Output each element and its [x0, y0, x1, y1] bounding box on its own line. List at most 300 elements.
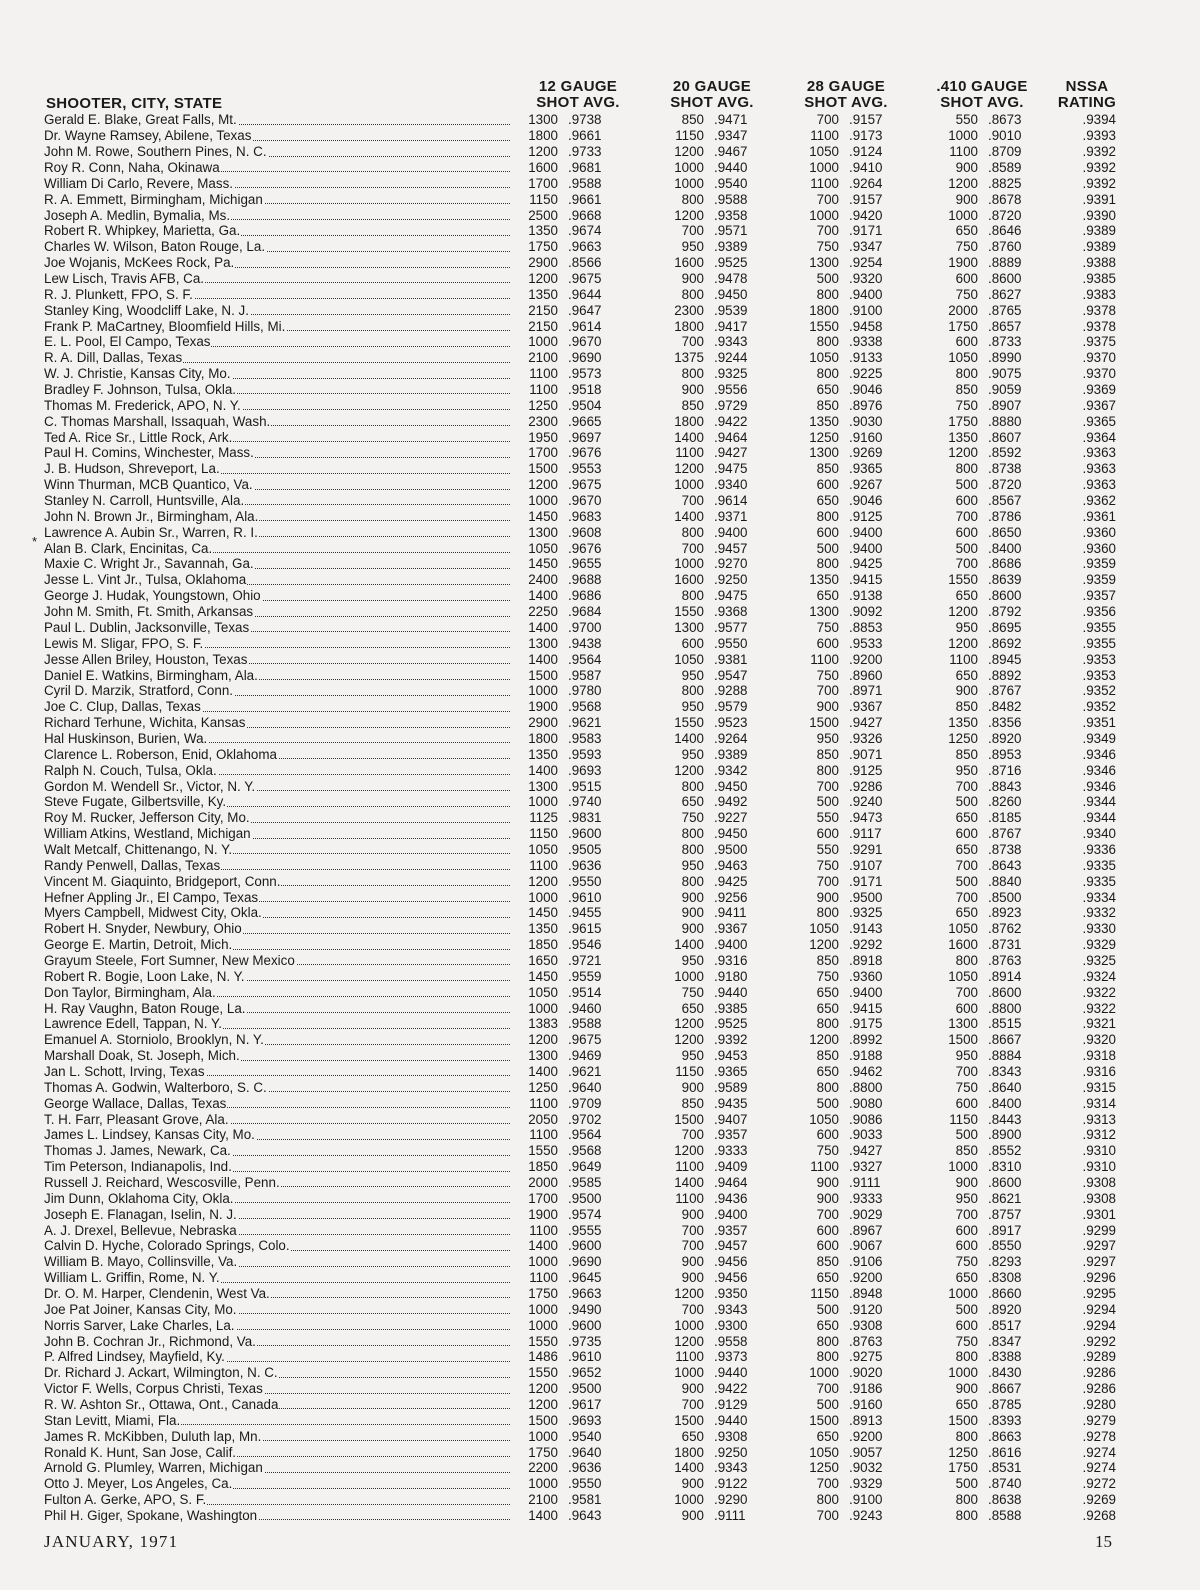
- shot-20: 1000: [674, 477, 704, 493]
- table-row: [44, 873, 1116, 889]
- shot-410: 1750: [948, 318, 978, 334]
- avg-20: .9244: [714, 350, 748, 366]
- table-row: [44, 413, 1116, 429]
- nssa-rating: .9301: [1082, 1206, 1116, 1222]
- shot-28: 1000: [809, 207, 839, 223]
- shot-20: 950: [681, 952, 704, 968]
- avg-28: .8971: [849, 683, 883, 699]
- shot-12: 2900: [528, 715, 558, 731]
- shot-12: 1486: [528, 1349, 558, 1365]
- avg-28: .9200: [849, 651, 883, 667]
- shot-28: 900: [816, 699, 839, 715]
- table-row: [44, 508, 1116, 524]
- avg-20: .9500: [714, 841, 748, 857]
- avg-12: .9621: [568, 715, 602, 731]
- table-row: [44, 572, 1116, 588]
- shot-12: 1450: [528, 508, 558, 524]
- shot-410: 1200: [948, 445, 978, 461]
- shooter-name-cell: [44, 1127, 510, 1143]
- nssa-rating: .9310: [1082, 1143, 1116, 1159]
- shot-12: 1300: [528, 635, 558, 651]
- avg-12: .9640: [568, 1444, 602, 1460]
- avg-20: .9440: [714, 1412, 748, 1428]
- shooter-name: Arnold G. Plumley, Warren, Michigan: [44, 1460, 263, 1476]
- nssa-rating: .9279: [1082, 1412, 1116, 1428]
- shot-20: 1100: [675, 1349, 704, 1365]
- avg-410: .8616: [988, 1444, 1022, 1460]
- avg-28: .9107: [849, 857, 883, 873]
- nssa-rating-header: [1046, 79, 1128, 111]
- nssa-rating: .9272: [1082, 1476, 1116, 1492]
- shooter-name: George Wallace, Dallas, Texas: [44, 1095, 227, 1111]
- nssa-rating: .9346: [1082, 746, 1116, 762]
- shot-28: 750: [816, 968, 839, 984]
- table-row: [44, 778, 1116, 794]
- shooter-name: Vincent M. Giaquinto, Bridgeport, Conn.: [44, 873, 281, 889]
- nssa-rating: .9364: [1082, 429, 1116, 445]
- avg-410: .8430: [988, 1365, 1022, 1381]
- nssa-rating: .9335: [1082, 857, 1116, 873]
- avg-410: .8884: [988, 1048, 1022, 1064]
- shot-20: 950: [681, 667, 704, 683]
- table-row: [44, 1032, 1116, 1048]
- avg-410: .8892: [988, 667, 1022, 683]
- nssa-rating: .9359: [1082, 572, 1116, 588]
- shot-28: 750: [816, 239, 839, 255]
- shot-12: 1500: [528, 461, 558, 477]
- avg-410: .9059: [988, 382, 1022, 398]
- shooter-name: C. Thomas Marshall, Issaquah, Wash.: [44, 413, 271, 429]
- shot-20: 800: [681, 683, 704, 699]
- nssa-rating: .9310: [1082, 1159, 1116, 1175]
- table-row: [44, 477, 1116, 493]
- shot-20: 800: [681, 841, 704, 857]
- avg-410: .8550: [988, 1238, 1022, 1254]
- shooter-name-cell: [44, 271, 510, 287]
- shooter-name: Robert H. Snyder, Newbury, Ohio: [44, 921, 242, 937]
- avg-12: .9490: [568, 1301, 602, 1317]
- table-row: [44, 842, 1116, 858]
- shot-28: 1250: [809, 429, 839, 445]
- shot-28: 550: [816, 810, 839, 826]
- avg-12: .9676: [568, 445, 602, 461]
- shooter-name-cell: [44, 1286, 510, 1302]
- avg-28: .9360: [849, 968, 883, 984]
- avg-12: .9600: [568, 1317, 602, 1333]
- avg-20: .9556: [714, 382, 748, 398]
- shot-12: 1950: [528, 429, 558, 445]
- table-row: [44, 286, 1116, 302]
- shot-20: 700: [681, 1301, 704, 1317]
- nssa-rating: .9297: [1082, 1254, 1116, 1270]
- avg-12: .9661: [568, 191, 602, 207]
- avg-410: .8673: [988, 112, 1022, 128]
- shot-410: 600: [955, 1238, 978, 1254]
- shot-28: 650: [816, 1270, 839, 1286]
- avg-28: .9106: [849, 1254, 883, 1270]
- nssa-rating: .9367: [1082, 397, 1116, 413]
- shooter-ratings-table: [44, 112, 1116, 1523]
- nssa-rating: .9353: [1082, 651, 1116, 667]
- avg-12: .9438: [568, 635, 602, 651]
- avg-410: .8716: [988, 762, 1022, 778]
- table-row: [44, 604, 1116, 620]
- gauge-28-subtitle: SHOT AVG.: [804, 94, 888, 111]
- avg-12: .9663: [568, 239, 602, 255]
- avg-20: .9122: [714, 1476, 748, 1492]
- shot-28: 800: [816, 762, 839, 778]
- shooter-name: Robert R. Whipkey, Marietta, Ga.: [44, 223, 241, 239]
- shooter-name: James R. McKibben, Duluth lap, Mn.: [44, 1428, 262, 1444]
- shot-410: 1350: [948, 715, 978, 731]
- avg-20: .9400: [714, 524, 748, 540]
- shot-410: 600: [955, 271, 978, 287]
- avg-410: .8825: [988, 175, 1022, 191]
- shot-20: 900: [681, 889, 704, 905]
- avg-410: .8646: [988, 223, 1022, 239]
- nssa-rating: .9355: [1082, 635, 1116, 651]
- avg-410: .8347: [988, 1333, 1022, 1349]
- avg-12: .9460: [568, 1000, 602, 1016]
- shot-12: 1350: [528, 223, 558, 239]
- shot-28: 1050: [809, 1444, 839, 1460]
- nssa-rating: .9389: [1082, 239, 1116, 255]
- table-row: [44, 540, 1116, 556]
- avg-28: .9400: [849, 524, 883, 540]
- table-row: [44, 857, 1116, 873]
- avg-410: .8920: [988, 730, 1022, 746]
- shot-410: 600: [955, 524, 978, 540]
- avg-12: .9615: [568, 921, 602, 937]
- avg-20: .9440: [714, 1365, 748, 1381]
- shot-410: 850: [955, 382, 978, 398]
- shot-28: 800: [816, 286, 839, 302]
- shot-28: 1800: [809, 302, 839, 318]
- shot-12: 1000: [528, 1428, 558, 1444]
- gauge-28-title: 28 GAUGE: [806, 78, 886, 95]
- shot-28: 650: [816, 588, 839, 604]
- shot-12: 1650: [528, 952, 558, 968]
- shot-410: 500: [955, 794, 978, 810]
- shooter-name-cell: [44, 604, 510, 620]
- shot-410: 800: [955, 952, 978, 968]
- shot-28: 850: [816, 1048, 839, 1064]
- shooter-name-cell: [44, 746, 510, 762]
- shooter-name: Lewis M. Sligar, FPO, S. F.: [44, 635, 204, 651]
- avg-12: .9668: [568, 207, 602, 223]
- avg-28: .9462: [849, 1063, 883, 1079]
- avg-12: .9588: [568, 1016, 602, 1032]
- shot-28: 750: [816, 1143, 839, 1159]
- shot-28: 850: [816, 952, 839, 968]
- shot-20: 1400: [674, 937, 704, 953]
- shot-12: 1000: [528, 683, 558, 699]
- avg-12: .9546: [568, 937, 602, 953]
- avg-20: .9558: [714, 1333, 748, 1349]
- avg-28: .9325: [849, 905, 883, 921]
- shot-12: 2000: [528, 1175, 558, 1190]
- shot-20: 900: [681, 1079, 704, 1095]
- shot-12: 2500: [528, 207, 558, 223]
- shot-410: 800: [955, 1428, 978, 1444]
- shooter-name: Lew Lisch, Travis AFB, Ca.: [44, 271, 205, 287]
- shooter-name-cell: [44, 1238, 510, 1254]
- avg-28: .9138: [849, 588, 883, 604]
- avg-28: .9347: [849, 239, 883, 255]
- nssa-rating: .9294: [1082, 1317, 1116, 1333]
- avg-20: .9422: [714, 1381, 748, 1397]
- shot-12: 1200: [528, 144, 558, 160]
- nssa-rating: .9370: [1082, 366, 1116, 382]
- shot-12: 1000: [528, 1476, 558, 1492]
- shot-28: 1350: [809, 413, 839, 429]
- avg-20: .9365: [714, 1063, 748, 1079]
- avg-12: .9573: [568, 366, 602, 382]
- shooter-name: Joe C. Clup, Dallas, Texas: [44, 699, 201, 715]
- shot-20: 800: [681, 826, 704, 842]
- avg-28: .9117: [849, 826, 882, 842]
- shot-28: 700: [816, 1381, 839, 1397]
- avg-20: .9270: [714, 556, 748, 572]
- shot-20: 1100: [675, 1159, 704, 1175]
- avg-20: .9342: [714, 762, 748, 778]
- shot-28: 500: [816, 1301, 839, 1317]
- shooter-name: Richard Terhune, Wichita, Kansas: [44, 715, 246, 731]
- avg-20: .9456: [714, 1254, 748, 1270]
- shot-12: 1450: [528, 905, 558, 921]
- shot-20: 850: [681, 1095, 704, 1111]
- shot-12: 1350: [528, 921, 558, 937]
- shot-20: 1500: [674, 1412, 704, 1428]
- shot-410: 600: [955, 334, 978, 350]
- shooter-name-cell: [44, 1175, 510, 1191]
- shooter-name: Dr. Richard J. Ackart, Wilmington, N. C.: [44, 1365, 278, 1381]
- avg-20: .9350: [714, 1286, 748, 1302]
- shot-28: 650: [816, 1317, 839, 1333]
- shot-20: 1400: [674, 429, 704, 445]
- shooter-name-cell: [44, 1016, 510, 1032]
- avg-20: .9464: [714, 1175, 748, 1190]
- table-row: [44, 175, 1116, 191]
- table-row: [44, 794, 1116, 810]
- avg-20: .9422: [714, 413, 748, 429]
- shot-20: 950: [681, 857, 704, 873]
- shot-28: 600: [816, 1238, 839, 1254]
- shooter-name: Russell J. Reichard, Wescosville, Penn.: [44, 1175, 280, 1190]
- avg-12: .9831: [568, 810, 602, 826]
- shot-20: 700: [681, 223, 704, 239]
- avg-20: .9467: [714, 144, 748, 160]
- nssa-rating: .9394: [1082, 112, 1116, 128]
- shot-12: 2300: [528, 413, 558, 429]
- table-row: [44, 1190, 1116, 1206]
- avg-12: .9690: [568, 1254, 602, 1270]
- shot-28: 700: [816, 191, 839, 207]
- gauge-12-subtitle: SHOT AVG.: [536, 94, 620, 111]
- shot-28: 1050: [809, 921, 839, 937]
- shooter-name-cell: [44, 286, 510, 302]
- shot-20: 1800: [674, 318, 704, 334]
- shot-12: 1100: [529, 1095, 558, 1111]
- shot-28: 600: [816, 826, 839, 842]
- shooter-name: Stan Levitt, Miami, Fla.: [44, 1412, 181, 1428]
- shot-410: 1250: [948, 730, 978, 746]
- nssa-rating: .9363: [1082, 477, 1116, 493]
- shot-28: 750: [816, 857, 839, 873]
- shot-20: 1200: [674, 1143, 704, 1159]
- avg-28: .9100: [849, 1492, 883, 1508]
- avg-12: .9693: [568, 1412, 602, 1428]
- avg-410: .8709: [988, 144, 1022, 160]
- table-row: [44, 191, 1116, 207]
- shooter-name-cell: [44, 1412, 510, 1428]
- shooter-name: William Di Carlo, Revere, Mass.: [44, 175, 233, 191]
- avg-28: .9186: [849, 1381, 883, 1397]
- table-row: [44, 1016, 1116, 1032]
- shot-12: 1550: [528, 1333, 558, 1349]
- shooter-name: Lawrence A. Aubin Sr., Warren, R. I.: [44, 524, 258, 540]
- avg-410: .8692: [988, 635, 1022, 651]
- table-row: [44, 1333, 1116, 1349]
- avg-410: .8660: [988, 1286, 1022, 1302]
- avg-28: .9275: [849, 1349, 883, 1365]
- avg-28: .8992: [849, 1032, 883, 1048]
- avg-410: .8907: [988, 397, 1022, 413]
- avg-28: .8967: [849, 1222, 883, 1238]
- shot-28: 600: [816, 1222, 839, 1238]
- shot-12: 2050: [528, 1111, 558, 1127]
- avg-28: .9225: [849, 366, 883, 382]
- avg-12: .9583: [568, 730, 602, 746]
- shooter-name: Thomas M. Frederick, APO, N. Y.: [44, 397, 241, 413]
- avg-12: .9550: [568, 1476, 602, 1492]
- avg-28: .9143: [849, 921, 883, 937]
- table-row: [44, 1111, 1116, 1127]
- shooter-name: W. J. Christie, Kansas City, Mo.: [44, 366, 231, 382]
- avg-410: .8600: [988, 271, 1022, 287]
- avg-20: .9525: [714, 255, 748, 271]
- shot-12: 1400: [528, 762, 558, 778]
- shot-12: 1000: [528, 1000, 558, 1016]
- shot-12: 1100: [529, 382, 558, 398]
- nssa-rating: .9286: [1082, 1365, 1116, 1381]
- shot-28: 1550: [809, 318, 839, 334]
- shooter-name: A. J. Drexel, Bellevue, Nebraska: [44, 1222, 237, 1238]
- avg-28: .8913: [849, 1412, 883, 1428]
- avg-28: .9057: [849, 1444, 883, 1460]
- shooter-name-cell: [44, 873, 510, 889]
- avg-20: .9325: [714, 366, 748, 382]
- shot-20: 1800: [674, 413, 704, 429]
- shot-410: 650: [955, 1397, 978, 1413]
- avg-28: .9329: [849, 1476, 883, 1492]
- shooter-name-cell: [44, 382, 510, 398]
- shooter-name: Roy R. Conn, Naha, Okinawa: [44, 160, 220, 175]
- nssa-rating: .9308: [1082, 1175, 1116, 1190]
- avg-28: .9410: [849, 160, 883, 175]
- table-row: [44, 350, 1116, 366]
- shot-20: 850: [681, 112, 704, 128]
- avg-410: .8400: [988, 1095, 1022, 1111]
- avg-20: .9288: [714, 683, 748, 699]
- avg-28: .9427: [849, 1143, 883, 1159]
- shooter-name: Thomas A. Godwin, Walterboro, S. C.: [44, 1079, 267, 1095]
- avg-28: .9292: [849, 937, 883, 953]
- avg-12: .9738: [568, 112, 602, 128]
- avg-12: .9617: [568, 1397, 602, 1413]
- avg-20: .9440: [714, 984, 748, 1000]
- avg-12: .9675: [568, 477, 602, 493]
- avg-12: .9675: [568, 271, 602, 287]
- shooter-name: George E. Martin, Detroit, Mich.: [44, 937, 233, 953]
- shooter-name: George J. Hudak, Youngstown, Ohio: [44, 588, 261, 604]
- avg-12: .9697: [568, 429, 602, 445]
- avg-12: .9614: [568, 318, 602, 334]
- gauge-28-header: [792, 79, 900, 111]
- shooter-name: Gerald E. Blake, Great Falls, Mt.: [44, 112, 237, 128]
- avg-410: .8639: [988, 572, 1022, 588]
- avg-20: .9347: [714, 128, 748, 144]
- avg-20: .9407: [714, 1111, 748, 1127]
- shooter-name: Jesse Allen Briley, Houston, Texas: [44, 651, 248, 667]
- shot-410: 1500: [948, 1412, 978, 1428]
- shot-28: 850: [816, 461, 839, 477]
- nssa-rating: .9356: [1082, 604, 1116, 620]
- gauge-20-subtitle: SHOT AVG.: [670, 94, 754, 111]
- avg-410: .8638: [988, 1492, 1022, 1508]
- shot-20: 1050: [674, 651, 704, 667]
- shot-410: 750: [955, 397, 978, 413]
- avg-410: .8588: [988, 1508, 1022, 1524]
- nssa-rating: .9390: [1082, 207, 1116, 223]
- avg-28: .8763: [849, 1333, 883, 1349]
- shot-28: 700: [816, 778, 839, 794]
- shot-410: 700: [955, 857, 978, 873]
- avg-410: .8733: [988, 334, 1022, 350]
- table-row: [44, 1064, 1116, 1080]
- shot-28: 1000: [809, 160, 839, 175]
- avg-28: .8918: [849, 952, 883, 968]
- nssa-rating: .9389: [1082, 223, 1116, 239]
- shooter-name: Robert R. Bogie, Loon Lake, N. Y.: [44, 968, 245, 984]
- shot-410: 650: [955, 841, 978, 857]
- avg-20: .9577: [714, 619, 748, 635]
- avg-410: .8738: [988, 461, 1022, 477]
- avg-28: .9240: [849, 794, 883, 810]
- shooter-name-cell: [44, 937, 510, 953]
- shooter-name-cell: [44, 239, 510, 255]
- shooter-name: J. B. Hudson, Shreveport, La.: [44, 461, 220, 477]
- avg-28: .9333: [849, 1190, 883, 1206]
- avg-28: .9160: [849, 1397, 883, 1413]
- nssa-title: NSSA: [1065, 78, 1109, 95]
- shot-20: 1200: [674, 1032, 704, 1048]
- shot-12: 1150: [529, 826, 558, 842]
- avg-410: .8650: [988, 524, 1022, 540]
- avg-410: .8767: [988, 683, 1022, 699]
- shooter-name-cell: [44, 223, 510, 239]
- nssa-rating: .9392: [1082, 160, 1116, 175]
- shot-12: 1050: [528, 984, 558, 1000]
- avg-20: .9357: [714, 1222, 748, 1238]
- avg-12: .9581: [568, 1492, 602, 1508]
- shot-12: 1350: [528, 286, 558, 302]
- shot-20: 700: [681, 1127, 704, 1143]
- shot-12: 2900: [528, 255, 558, 271]
- avg-410: .8786: [988, 508, 1022, 524]
- nssa-rating: .9297: [1082, 1238, 1116, 1254]
- shot-12: 1450: [528, 556, 558, 572]
